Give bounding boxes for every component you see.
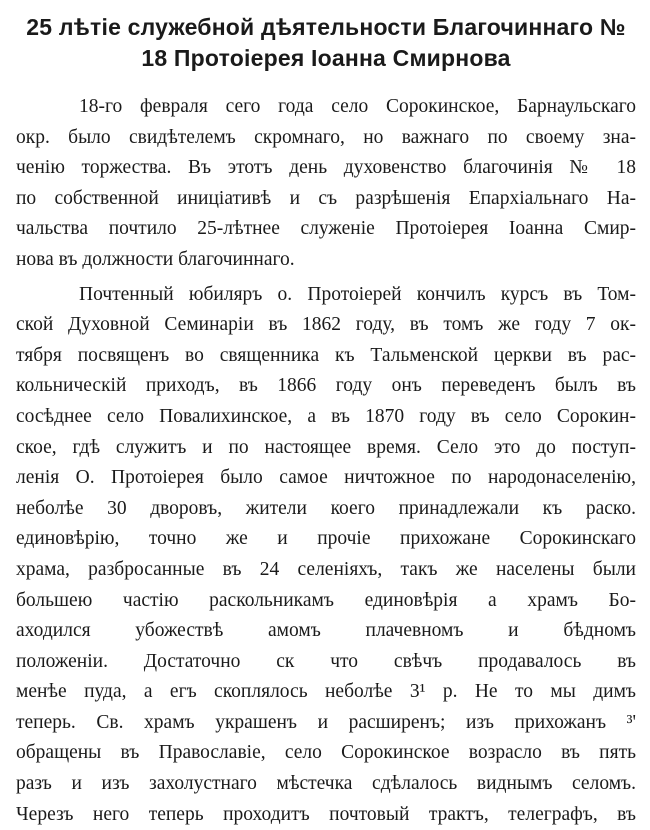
text-line: 18-го февраля сего года село Сорокинское, Барнаульскаго (79, 96, 636, 117)
text-line: храма, разбросанные въ 24 селеніяхъ, такъ же населены были (16, 558, 636, 580)
text-line: положеніи. Достаточно ск что свѣчъ продавалось въ (16, 650, 636, 672)
text-line: по собственной иниціативѣ и съ разрѣшенія Епархіальнаго На- (16, 187, 636, 209)
paragraph-1 (16, 92, 636, 276)
text-line: теперь. Св. храмъ украшенъ и расширенъ; изъ прихожанъ ³' (16, 711, 636, 733)
text-line: ское, гдѣ служитъ и по настоящее время. Село это до поступ- (16, 436, 636, 458)
text-line: кольническій приходъ, въ 1866 году онъ переведенъ былъ въ (16, 375, 636, 397)
text-line: менѣе пуда, а егъ скоплялось неболѣе 3¹ р. Не то мы димъ (16, 681, 636, 703)
paragraph-2 (16, 280, 636, 830)
title-line-1: 25 лѣтіе служебной дѣятельности Благочиннаго № (26, 14, 626, 40)
text-line: ленія О. Протоіерея было самое ничтожное по народонаселенію, (16, 467, 636, 489)
text-line: неболѣе 30 дворовъ, жители коего принадлежали къ раско. (16, 497, 636, 519)
article-title (16, 12, 636, 74)
text-line: чальства почтило 25-лѣтнее служеніе Протоіерея Іоанна Смир- (16, 218, 636, 240)
text-line: нова въ должности благочиннаго. (16, 248, 295, 270)
text-line: большею частію раскольникамъ единовѣрія а храмъ Бо- (16, 589, 636, 611)
text-line: единовѣрію, точно же и прочіе прихожане Сорокинскаго (16, 528, 636, 550)
text-line: окр. было свидѣтелемъ скромнаго, но важнаго по своему зна- (16, 126, 636, 148)
text-line: сосѣднее село Повалихинское, а въ 1870 году въ село Сорокин- (16, 405, 636, 427)
text-line: Почтенный юбиляръ о. Протоіерей кончилъ курсъ въ Том- (79, 283, 636, 305)
text-line: ской Духовной Семинаріи въ 1862 году, въ томъ же году 7 ок- (16, 314, 636, 336)
text-line: обращены въ Православіе, село Сорокинское возрасло въ пять (16, 742, 636, 764)
text-line: аходился убожествѣ амомъ плачевномъ и бѣдномъ (16, 620, 636, 642)
text-line: ченію торжества. Въ этотъ день духовенство благочинія № 18 (16, 157, 636, 179)
title-line-2: 18 Протоіерея Іоанна Смирнова (141, 45, 511, 71)
text-line: Черезъ него теперь проходитъ почтовый трактъ, телеграфъ, въ (16, 803, 636, 825)
text-line: тября посвященъ во священника къ Тальменской церкви въ рас- (16, 344, 636, 366)
text-line: разъ и изъ захолустнаго мѣстечка сдѣлалось виднымъ селомъ. (16, 773, 636, 795)
